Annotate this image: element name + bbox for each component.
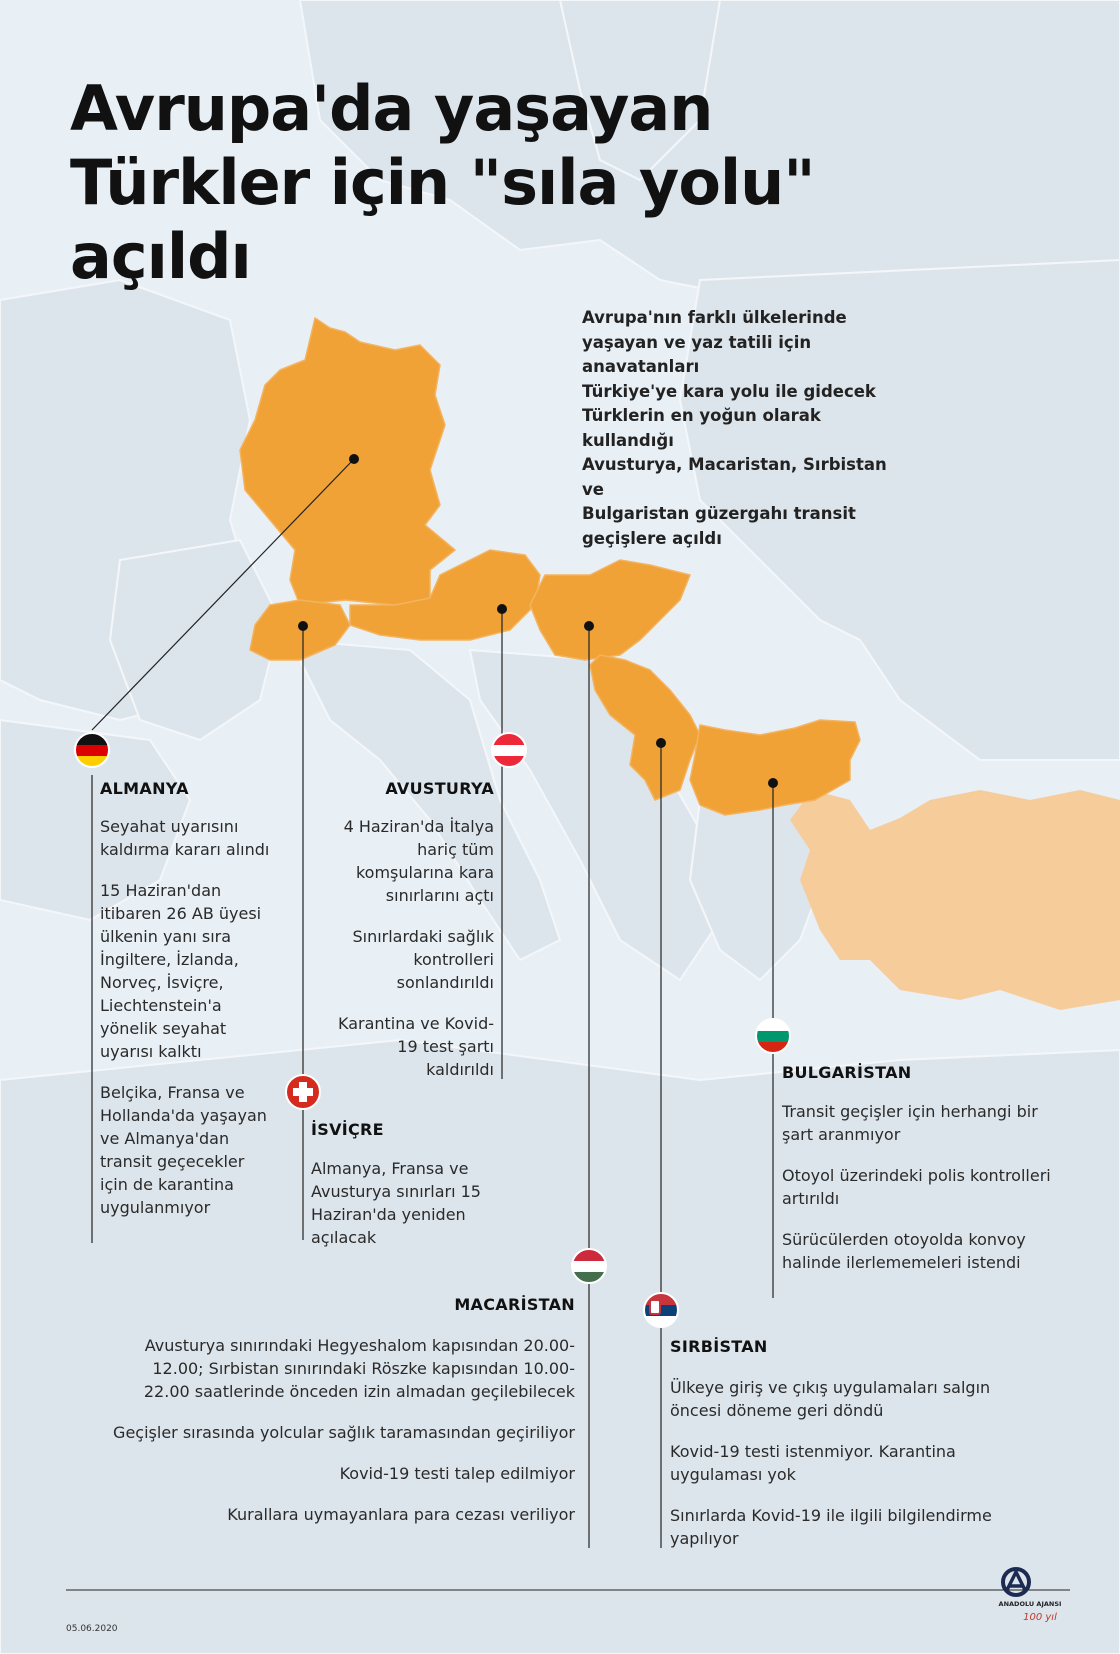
almanya-details bbox=[100, 815, 275, 1219]
agency-anniversary: 100 yıl bbox=[1023, 1612, 1057, 1623]
macaristan-dot bbox=[584, 621, 594, 631]
sirbistan-item: Sınırlarda Kovid-19 ile ilgili bilgilendirme yapılıyor bbox=[670, 1506, 992, 1548]
isvicre-heading: İSVİÇRE bbox=[311, 1120, 384, 1139]
intro-line: Bulgaristan güzergahı transit bbox=[582, 504, 856, 523]
intro-line: Türkiye'ye kara yolu ile gidecek bbox=[582, 381, 876, 401]
publish-date: 05.06.2020 bbox=[66, 1624, 118, 1634]
avusturya-heading: AVUSTURYA bbox=[385, 779, 494, 798]
intro-line: Türklerin en yoğun olarak kullandığı bbox=[582, 406, 821, 450]
page-title bbox=[70, 72, 970, 294]
bulgaristan-heading: BULGARİSTAN bbox=[782, 1063, 912, 1082]
isvicre-item: Almanya, Fransa ve Avusturya sınırları 15 Haziran'da yeniden açılacak bbox=[311, 1159, 481, 1247]
title-line: Avrupa'da yaşayan bbox=[70, 72, 713, 145]
intro-line: geçişlere açıldı bbox=[582, 528, 722, 548]
isvicre-dot bbox=[298, 621, 308, 631]
macaristan-item: Geçişler sırasında yolcular sağlık taramasından geçiriliyor bbox=[113, 1423, 575, 1442]
almanya-item: Belçika, Fransa ve Hollanda'da yaşayan ve Almanya'dan transit geçecekler için de karantina uygulanmıyor bbox=[100, 1083, 267, 1217]
sirbistan-heading: SIRBİSTAN bbox=[670, 1337, 768, 1356]
bulgaristan-item: Transit geçişler için herhangi bir şart aranmıyor bbox=[782, 1102, 1038, 1144]
intro-line: Avrupa'nın farklı ülkelerinde bbox=[582, 308, 847, 327]
title-line: açıldı bbox=[70, 220, 251, 293]
sirbistan-dot bbox=[656, 738, 666, 748]
macaristan-item: Kovid-19 testi talep edilmiyor bbox=[339, 1464, 575, 1483]
agency-name: ANADOLU AJANSI bbox=[998, 1600, 1062, 1608]
isvicre-details bbox=[311, 1157, 486, 1249]
intro-text bbox=[582, 306, 912, 551]
bulgaristan-details bbox=[782, 1100, 1052, 1274]
sirbistan-item: Ülkeye giriş ve çıkış uygulamaları salgın öncesi döneme geri döndü bbox=[670, 1378, 991, 1420]
almanya-item: 15 Haziran'dan itibaren 26 AB üyesi ülkenin yanı sıra İngiltere, İzlanda, Norveç, İsviçre, Liechtenstein'a yönelik seyahat uyarısı kalktı bbox=[100, 881, 262, 1061]
almanya-heading: ALMANYA bbox=[100, 779, 189, 798]
almanya-dot bbox=[349, 454, 359, 464]
sirbistan-item: Kovid-19 testi istenmiyor. Karantina uygulaması yok bbox=[670, 1442, 956, 1484]
bulgaristan-item: Sürücülerden otoyolda konvoy halinde ilerlememeleri istendi bbox=[782, 1230, 1026, 1272]
title-line: Türkler için "sıla yolu" bbox=[70, 146, 815, 219]
macaristan-item: Avusturya sınırındaki Hegyeshalom kapısından 20.00-12.00; Sırbistan sınırındaki Röszke kapısından 10.00-22.00 saatlerinde önceden izin almadan geçilebilecek bbox=[143, 1336, 575, 1401]
bulgaristan-item: Otoyol üzerindeki polis kontrolleri artırıldı bbox=[782, 1166, 1051, 1208]
avusturya-dot bbox=[497, 604, 507, 614]
intro-line: Avusturya, Macaristan, Sırbistan ve bbox=[582, 455, 887, 499]
macaristan-heading: MACARİSTAN bbox=[454, 1295, 575, 1314]
avusturya-item: 4 Haziran'da İtalya hariç tüm komşularına kara sınırlarını açtı bbox=[343, 817, 494, 905]
sirbistan-details bbox=[670, 1376, 1000, 1550]
bulgaristan-dot bbox=[768, 778, 778, 788]
intro-line: yaşayan ve yaz tatili için anavatanları bbox=[582, 332, 812, 376]
avusturya-item: Karantina ve Kovid-19 test şartı kaldırıldı bbox=[337, 1014, 494, 1079]
almanya-item: Seyahat uyarısını kaldırma kararı alındı bbox=[100, 817, 270, 859]
macaristan-details bbox=[110, 1334, 575, 1526]
macaristan-item: Kurallara uymayanlara para cezası veriliyor bbox=[227, 1505, 575, 1524]
avusturya-details bbox=[330, 815, 494, 1081]
avusturya-item: Sınırlardaki sağlık kontrolleri sonlandırıldı bbox=[352, 927, 494, 992]
